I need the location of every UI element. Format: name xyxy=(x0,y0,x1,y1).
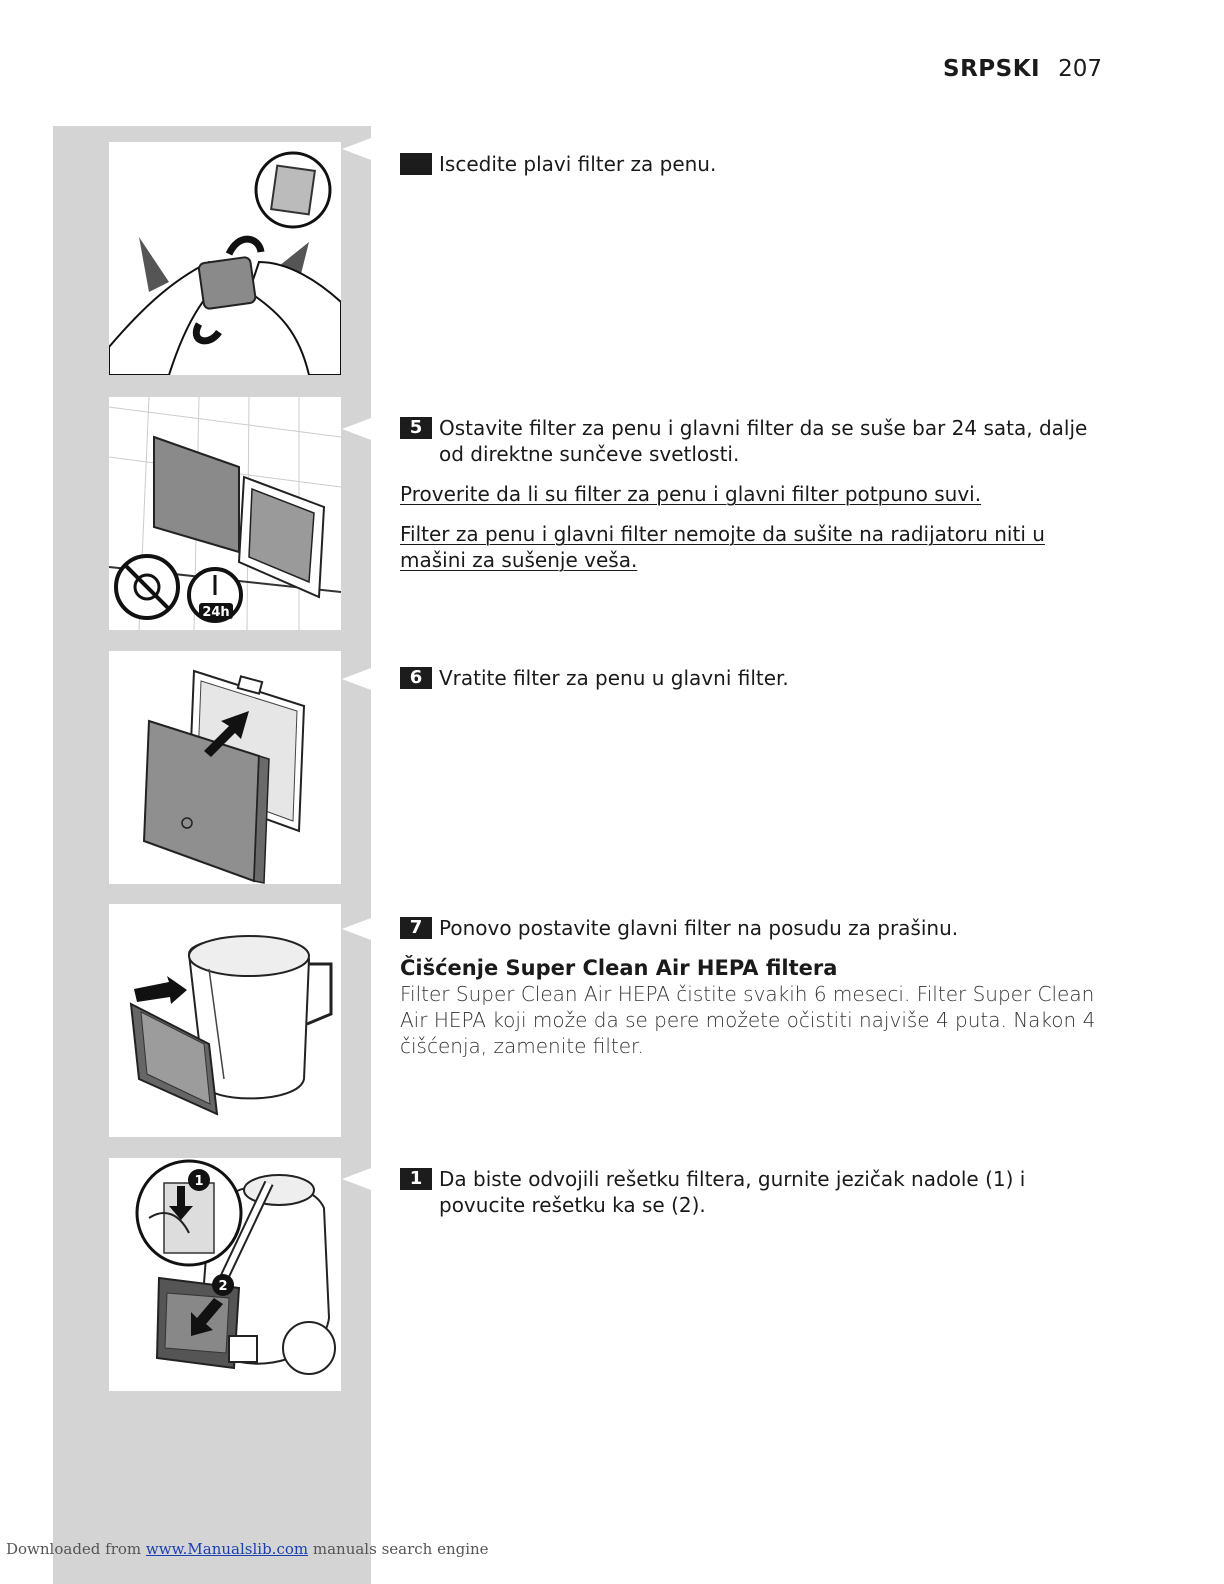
footer-link[interactable]: www.Manualslib.com xyxy=(145,1540,309,1558)
section-title: Čišćenje Super Clean Air HEPA filtera xyxy=(400,956,838,980)
step-number-badge: 6 xyxy=(400,667,432,689)
page-number: 207 xyxy=(1058,56,1102,82)
figure-drying-filters xyxy=(109,397,341,630)
step-text: Iscedite plavi filter za penu. xyxy=(439,152,717,176)
step-text: Ponovo postavite glavni filter na posudu za prašinu. xyxy=(439,916,959,940)
step-7 xyxy=(400,915,1110,1059)
pointer-notch xyxy=(342,918,371,940)
note-text: Filter za penu i glavni filter nemojte da sušite na radijatoru niti u mašini za sušenje veša. xyxy=(400,522,1045,572)
figure-insert-foam-filter xyxy=(109,651,341,884)
footer-suffix: manuals search engine xyxy=(308,1540,489,1558)
step-squeeze xyxy=(400,151,1110,177)
timer-label: 24h xyxy=(202,605,230,620)
footer-prefix: Downloaded from xyxy=(6,1540,146,1558)
note-text: Proverite da li su filter za penu i glavni filter potpuno suvi. xyxy=(400,482,982,506)
note-check-dry xyxy=(400,481,1110,507)
section-body: Filter Super Clean Air HEPA čistite svakih 6 meseci. Filter Super Clean Air HEPA koji može da se pere možete očistiti najviše 4 puta. Nakon 4 čišćenja, zamenite filter. xyxy=(400,982,1096,1058)
step-text: Ostavite filter za penu i glavni filter da se suše bar 24 sata, dalje od direktne sunčeve svetlosti. xyxy=(439,416,1088,466)
figure-place-main-filter xyxy=(109,904,341,1137)
step-5 xyxy=(400,415,1110,573)
figure-squeeze-filter xyxy=(109,142,341,375)
step-text: Da biste odvojili rešetku filtera, gurnite jezičak nadole (1) i povucite rešetku ka se (2). xyxy=(439,1167,1026,1217)
download-footer xyxy=(6,1540,489,1558)
pointer-notch xyxy=(342,1168,371,1190)
step-number-badge: 1 xyxy=(400,1168,432,1190)
pointer-notch xyxy=(342,138,371,160)
step-number-badge xyxy=(400,153,432,175)
pointer-notch xyxy=(342,668,371,690)
page-header xyxy=(943,56,1102,82)
step-number-badge: 5 xyxy=(400,417,432,439)
step-text: Vratite filter za penu u glavni filter. xyxy=(439,666,789,690)
step-number-badge: 7 xyxy=(400,917,432,939)
marker-1: 1 xyxy=(194,1174,204,1189)
note-warning xyxy=(400,521,1090,573)
step-1-hepa xyxy=(400,1166,1110,1218)
language-label: SRPSKI xyxy=(943,56,1041,82)
step-6 xyxy=(400,665,1110,691)
figure-remove-filter-grille xyxy=(109,1158,341,1391)
marker-2: 2 xyxy=(218,1279,228,1294)
pointer-notch xyxy=(342,418,371,440)
